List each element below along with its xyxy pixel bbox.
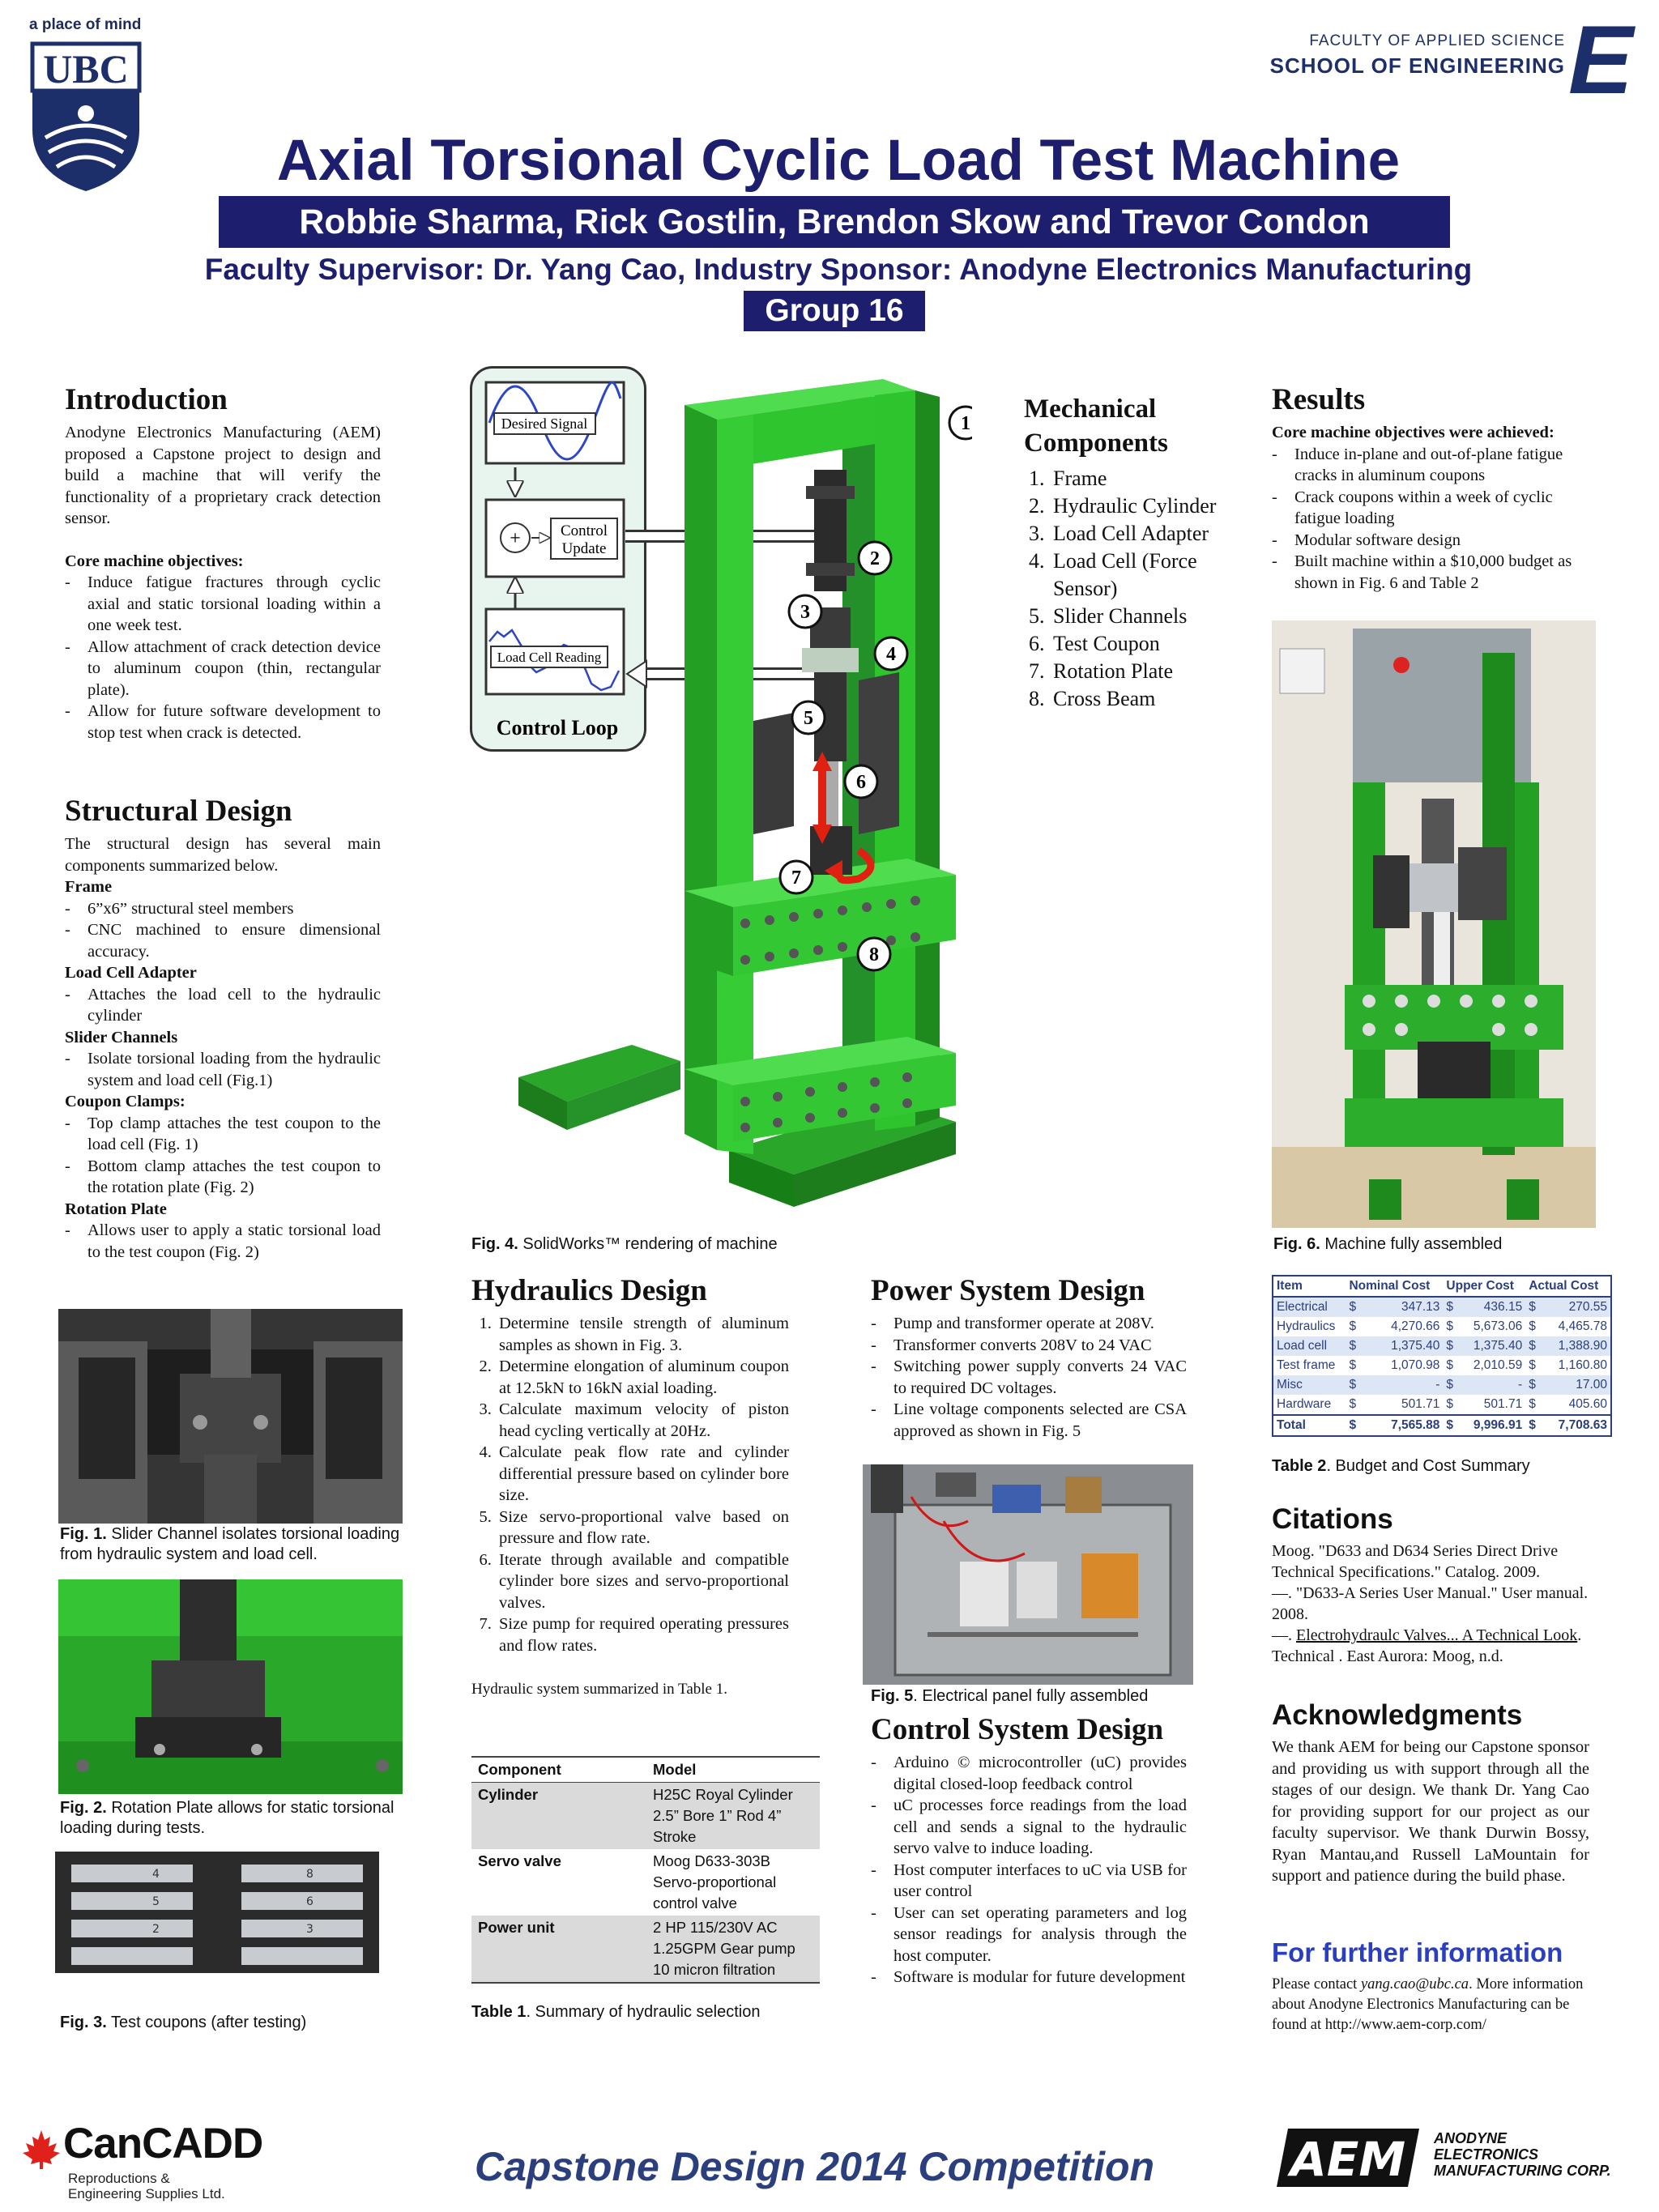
coupon-mark: 4 — [152, 1868, 160, 1881]
currency-symbol: $ — [1529, 1300, 1536, 1314]
aem-line-2: ELECTRONICS — [1434, 2146, 1539, 2163]
control-update-label-2: Update — [561, 540, 607, 557]
engineering-logo: E — [1568, 6, 1634, 114]
table1-header: Component — [478, 1761, 561, 1778]
control-system-heading: Control System Design — [871, 1713, 1164, 1746]
objective-item: - Allow attachment of crack detection device to aluminum coupon (thin, rectangular plate). — [65, 637, 381, 701]
citation-1: Moog. "D633 and D634 Series Direct Drive Technical Specifications." Catalog. 2009. — [1272, 1542, 1559, 1581]
table2-item: Load cell — [1277, 1339, 1328, 1353]
table1-model-line: control valve — [653, 1894, 737, 1912]
results-item: - Crack coupons within a week of cyclic fatigue loading — [1272, 487, 1592, 530]
currency-symbol: $ — [1529, 1339, 1536, 1353]
table1-model-line: Moog D633-303B — [653, 1852, 771, 1869]
currency-symbol: $ — [1349, 1378, 1357, 1392]
group-title-load-cell-adapter: Load Cell Adapter — [65, 964, 197, 982]
group-title-rotation-plate: Rotation Plate — [65, 1200, 167, 1218]
further-text-1: Please contact — [1272, 1976, 1361, 1993]
table-row — [1273, 1297, 1611, 1317]
fig2-caption-label: Fig. 2. — [60, 1799, 107, 1817]
objective-item: - Induce fatigue fractures through cyclic axial and static torsional loading within a one week test. — [65, 572, 381, 637]
table2-nominal: 1,375.40 — [1391, 1339, 1440, 1353]
cancadd-sub — [68, 2171, 225, 2201]
currency-symbol: $ — [1529, 1378, 1536, 1392]
citation-3-suffix: . Technical . East Aurora: Moog, n.d. — [1272, 1626, 1582, 1665]
table2-nominal: 4,270.66 — [1391, 1319, 1440, 1333]
coupon-mark: 8 — [306, 1868, 313, 1881]
results-item: - Built machine within a $10,000 budget as shown in Fig. 6 and Table 2 — [1272, 551, 1592, 594]
table2-header: Actual Cost — [1529, 1279, 1599, 1293]
control-item: - Host computer interfaces to uC via USB for user control — [871, 1860, 1187, 1903]
power-section — [871, 1273, 1187, 1442]
table2-upper: - — [1518, 1378, 1523, 1392]
hydraulics-section — [471, 1273, 789, 1698]
table2-item: Hardware — [1277, 1397, 1332, 1411]
faculty-label: FACULTY OF APPLIED SCIENCE — [1309, 32, 1565, 49]
table-row — [471, 1783, 820, 1850]
table2-caption-label: Table 2 — [1272, 1457, 1327, 1475]
table2-header: Item — [1277, 1279, 1303, 1293]
hydraulics-heading: Hydraulics Design — [471, 1274, 707, 1307]
aem-line-1: ANODYNE — [1434, 2130, 1508, 2146]
table2-actual: 7,708.63 — [1558, 1418, 1607, 1432]
fig1-caption-label: Fig. 1. — [60, 1525, 107, 1543]
aem-logo-text: AEM — [1290, 2132, 1406, 2187]
fig6-caption-text: Machine fully assembled — [1320, 1235, 1503, 1253]
table1 — [471, 1756, 820, 1984]
objective-item: - Allow for future software development to stop test when crack is detected. — [65, 701, 381, 744]
citation-3 — [1272, 1625, 1592, 1667]
structural-item: - Attaches the load cell to the hydraulic cylinder — [65, 984, 381, 1027]
currency-symbol: $ — [1446, 1358, 1454, 1372]
group-title-coupon-clamps: Coupon Clamps: — [65, 1093, 186, 1110]
table1-model-line: 10 micron filtration — [653, 1961, 776, 1978]
table2-nominal: 1,070.98 — [1391, 1358, 1440, 1372]
power-heading: Power System Design — [871, 1274, 1145, 1307]
currency-symbol: $ — [1349, 1358, 1357, 1372]
fig6-caption — [1273, 1234, 1502, 1255]
table2-actual: 270.55 — [1568, 1300, 1607, 1314]
callout-1: 1 — [961, 413, 970, 434]
control-item: - User can set operating parameters and log sensor readings for analysis through the host computer. — [871, 1903, 1187, 1967]
fig2-caption — [60, 1798, 408, 1839]
mechanical-item: 1. Frame — [1050, 465, 1259, 492]
results-heading: Results — [1272, 383, 1366, 416]
table1-component: Servo valve — [478, 1852, 561, 1869]
callout-8: 8 — [869, 944, 879, 965]
table-row — [471, 1916, 820, 1983]
supervisor-line: Faculty Supervisor: Dr. Yang Cao, Industry Sponsor: Anodyne Electronics Manufacturing — [204, 253, 1473, 286]
cancadd-logo — [21, 2122, 280, 2203]
structural-item: - 6”x6” structural steel members — [65, 898, 381, 920]
table2-nominal: 501.71 — [1401, 1397, 1440, 1411]
introduction-heading: Introduction — [65, 383, 228, 416]
fig4-caption-label: Fig. 4. — [471, 1235, 518, 1253]
structural-item: - CNC machined to ensure dimensional accuracy. — [65, 919, 381, 962]
currency-symbol: $ — [1446, 1397, 1454, 1411]
coupon-mark: 5 — [152, 1895, 160, 1908]
mechanical-heading-1: Mechanical — [1024, 394, 1157, 424]
callout-6: 6 — [856, 772, 866, 793]
hydraulics-step: 1. Determine tensile strength of aluminum samples as shown in Fig. 3. — [496, 1313, 789, 1356]
table1-component: Cylinder — [478, 1786, 539, 1803]
callout-2: 2 — [870, 548, 880, 569]
table1-caption-text: . Summary of hydraulic selection — [526, 2003, 761, 2021]
table1-header: Model — [653, 1761, 697, 1778]
table-row — [471, 1849, 820, 1916]
fig1-caption-text: Slider Channel isolates torsional loading from hydraulic system and load cell. — [60, 1525, 400, 1563]
control-update-label-1: Control — [560, 522, 608, 539]
table2-nominal: 347.13 — [1401, 1300, 1440, 1314]
aem-logo — [1277, 2125, 1422, 2190]
currency-symbol: $ — [1349, 1339, 1357, 1353]
hydraulics-step: 7. Size pump for required operating pressures and flow rates. — [496, 1613, 789, 1656]
mechanical-item: 5. Slider Channels — [1050, 603, 1259, 630]
currency-symbol: $ — [1446, 1319, 1454, 1333]
cancadd-sub-1: Reproductions & — [68, 2171, 170, 2186]
group-title-slider-channels: Slider Channels — [65, 1028, 178, 1046]
table2-actual: 1,388.90 — [1558, 1339, 1607, 1353]
structural-intro: The structural design has several main components summarized below. — [65, 835, 381, 875]
currency-symbol: $ — [1349, 1319, 1357, 1333]
table2-nominal: - — [1435, 1378, 1440, 1392]
mechanical-item: 3. Load Cell Adapter — [1050, 520, 1259, 548]
table2-item: Electrical — [1277, 1300, 1328, 1314]
table2 — [1272, 1275, 1612, 1437]
hydraulics-step: 3. Calculate maximum velocity of piston head cycling vertically at 20Hz. — [496, 1399, 789, 1442]
citation-3-prefix: —. — [1272, 1626, 1296, 1644]
fig4-caption-text: SolidWorks™ rendering of machine — [518, 1235, 778, 1253]
fig4-caption — [471, 1234, 778, 1255]
cancadd-sub-2: Engineering Supplies Ltd. — [68, 2186, 225, 2201]
structural-item: - Allows user to apply a static torsional load to the test coupon (Fig. 2) — [65, 1220, 381, 1263]
currency-symbol: $ — [1446, 1418, 1454, 1432]
citation-3-link[interactable]: Electrohydraulc Valves... A Technical Look — [1296, 1626, 1578, 1644]
currency-symbol: $ — [1446, 1300, 1454, 1314]
callout-5: 5 — [804, 708, 813, 729]
fig6-caption-label: Fig. 6. — [1273, 1235, 1320, 1253]
currency-symbol: $ — [1529, 1418, 1536, 1432]
hydraulics-step: 2. Determine elongation of aluminum coupon at 12.5kN to 16kN axial loading. — [496, 1356, 789, 1399]
callout-4: 4 — [886, 644, 896, 665]
citation-2: —. "D633-A Series User Manual." User manual. 2008. — [1272, 1584, 1589, 1623]
summing-junction: + — [510, 528, 521, 549]
school-block — [1270, 32, 1565, 79]
results-subheading: Core machine objectives were achieved: — [1272, 424, 1555, 441]
ubc-logo-text: UBC — [43, 46, 129, 92]
table2-caption — [1272, 1456, 1530, 1477]
fig2-photo — [58, 1579, 403, 1794]
callout-3: 3 — [800, 602, 810, 623]
coupon-mark: 6 — [306, 1895, 313, 1908]
currency-symbol: $ — [1529, 1319, 1536, 1333]
citations-heading: Citations — [1272, 1503, 1393, 1535]
table2-header: Nominal Cost — [1349, 1279, 1431, 1293]
table1-model-line: 2.5” Bore 1” Rod 4” — [653, 1807, 782, 1824]
structural-item: - Bottom clamp attaches the test coupon to the rotation plate (Fig. 2) — [65, 1156, 381, 1199]
table2-header: Upper Cost — [1446, 1279, 1514, 1293]
fig1-photo — [58, 1309, 403, 1524]
fig3-caption — [60, 2013, 408, 2033]
objectives-heading: Core machine objectives: — [65, 552, 244, 570]
competition-title: Capstone Design 2014 Competition — [475, 2144, 1155, 2189]
fig5-photo — [863, 1464, 1193, 1685]
fig5-caption-label: Fig. 5 — [871, 1687, 914, 1705]
table-row — [1273, 1375, 1611, 1395]
table2-upper: 1,375.40 — [1473, 1339, 1523, 1353]
table2-upper: 9,996.91 — [1473, 1418, 1523, 1432]
structural-heading: Structural Design — [65, 795, 292, 828]
citations-section — [1272, 1503, 1592, 1667]
table1-caption-label: Table 1 — [471, 2003, 527, 2021]
structural-item: - Top clamp attaches the test coupon to the load cell (Fig. 1) — [65, 1113, 381, 1156]
hydraulics-step: 4. Calculate peak flow rate and cylinder differential pressure based on cylinder bore size. — [496, 1442, 789, 1507]
mechanical-item: 2. Hydraulic Cylinder — [1050, 492, 1259, 520]
group-label: Group 16 — [765, 293, 904, 328]
hydraulics-summary: Hydraulic system summarized in Table 1. — [471, 1681, 727, 1698]
load-cell-reading-label: Load Cell Reading — [497, 650, 602, 665]
table2-item: Total — [1277, 1418, 1306, 1432]
table1-model-line: 2 HP 115/230V AC — [653, 1919, 778, 1936]
acknowledgments-text: We thank AEM for being our Capstone sponsor and providing us with support through all the stages of our design. We thank Dr. Yang Cao for providing support for our project as our faculty supervisor. We thank Durwin Bossy, Ryan Mantau,and Russell LaMountain for support and patience during the build phase. — [1272, 1738, 1589, 1885]
table2-item: Misc — [1277, 1378, 1303, 1392]
further-info-heading: For further information — [1272, 1937, 1563, 1967]
callout-7: 7 — [791, 867, 801, 889]
table1-model-line: H25C Royal Cylinder — [653, 1786, 793, 1803]
cancadd-name: CanCADD — [63, 2120, 263, 2167]
control-item: - uC processes force readings from the load cell and sends a signal to the hydraulic servo valve to induce loading. — [871, 1795, 1187, 1860]
table-row — [1273, 1395, 1611, 1415]
acknowledgments-heading: Acknowledgments — [1272, 1699, 1523, 1731]
further-text-2: . More information about Anodyne Electronics Manufacturing can be found at http://www.aem-corp.com/ — [1272, 1976, 1584, 2033]
table2-item: Test frame — [1277, 1358, 1336, 1372]
table-row — [1273, 1336, 1611, 1356]
fig3-caption-text: Test coupons (after testing) — [106, 2014, 307, 2031]
mechanical-item: 8. Cross Beam — [1050, 685, 1259, 713]
fig1-caption — [60, 1524, 408, 1565]
control-item: - Software is modular for future development — [871, 1967, 1187, 1988]
power-item: - Switching power supply converts 24 VAC to required DC voltages. — [871, 1356, 1187, 1399]
currency-symbol: $ — [1446, 1339, 1454, 1353]
hydraulics-step: 6. Iterate through available and compatible cylinder bore sizes and servo-proportional valves. — [496, 1549, 789, 1614]
currency-symbol: $ — [1529, 1397, 1536, 1411]
control-system-section — [871, 1712, 1187, 1988]
introduction-paragraph: Anodyne Electronics Manufacturing (AEM) proposed a Capstone project to design and build a machine that will verify the functionality of a proprietary crack detection sensor. — [65, 424, 381, 527]
currency-symbol: $ — [1349, 1418, 1357, 1432]
ubc-tagline: a place of mind — [29, 16, 142, 33]
poster-title: Axial Torsional Cyclic Load Test Machine — [276, 129, 1401, 193]
table1-model-line: Stroke — [653, 1828, 697, 1845]
fig3-caption-label: Fig. 3. — [60, 2014, 107, 2031]
aem-line-3: MANUFACTURING CORP. — [1434, 2163, 1611, 2179]
maple-leaf-icon — [21, 2129, 62, 2169]
mechanical-item: 4. Load Cell (Force Sensor) — [1050, 548, 1259, 603]
results-item: - Modular software design — [1272, 530, 1592, 552]
table2-actual: 405.60 — [1568, 1397, 1607, 1411]
table1-model-line: Servo-proportional — [653, 1873, 777, 1890]
fig2-caption-text: Rotation Plate allows for static torsional loading during tests. — [60, 1799, 394, 1837]
mechanical-section — [1024, 392, 1259, 713]
desired-signal-label: Desired Signal — [501, 416, 588, 432]
further-info-section — [1272, 1937, 1589, 2035]
table2-item: Hydraulics — [1277, 1319, 1336, 1333]
mechanical-item: 6. Test Coupon — [1050, 630, 1259, 658]
structural-item: - Isolate torsional loading from the hydraulic system and load cell (Fig.1) — [65, 1048, 381, 1091]
table-row — [1273, 1356, 1611, 1375]
currency-symbol: $ — [1446, 1378, 1454, 1392]
aem-name — [1434, 2130, 1611, 2179]
coupon-mark: 2 — [152, 1923, 160, 1936]
fig6-photo — [1272, 620, 1596, 1228]
fig3-photo — [55, 1852, 379, 1973]
authors: Robbie Sharma, Rick Gostlin, Brendon Skow and Trevor Condon — [299, 202, 1370, 241]
table-row — [1273, 1415, 1611, 1436]
coupon-mark: 3 — [306, 1923, 313, 1936]
results-item: - Induce in-plane and out-of-plane fatigue cracks in aluminum coupons — [1272, 444, 1592, 487]
table2-upper: 436.15 — [1483, 1300, 1523, 1314]
table2-caption-text: . Budget and Cost Summary — [1326, 1457, 1530, 1475]
table1-caption — [471, 2002, 760, 2022]
mechanical-item: 7. Rotation Plate — [1050, 658, 1259, 685]
power-item: - Line voltage components selected are CSA approved as shown in Fig. 5 — [871, 1399, 1187, 1442]
power-item: - Pump and transformer operate at 208V. — [871, 1313, 1187, 1335]
control-item: - Arduino © microcontroller (uC) provides digital closed-loop feedback control — [871, 1752, 1187, 1795]
table2-actual: 4,465.78 — [1558, 1319, 1607, 1333]
table2-actual: 17.00 — [1576, 1378, 1607, 1392]
table-row — [1273, 1317, 1611, 1336]
fig5-caption-text: . Electrical panel fully assembled — [913, 1687, 1149, 1705]
table2-upper: 2,010.59 — [1473, 1358, 1523, 1372]
table1-component: Power unit — [478, 1919, 555, 1936]
school-label: SCHOOL OF ENGINEERING — [1269, 53, 1565, 78]
acknowledgments-section — [1272, 1699, 1589, 1887]
table2-actual: 1,160.80 — [1558, 1358, 1607, 1372]
contact-email[interactable]: yang.cao@ubc.ca — [1360, 1976, 1469, 1993]
results-section — [1272, 382, 1592, 594]
mechanical-heading-2: Components — [1024, 428, 1168, 458]
currency-symbol: $ — [1349, 1397, 1357, 1411]
table1-model-line: 1.25GPM Gear pump — [653, 1940, 795, 1957]
table2-nominal: 7,565.88 — [1391, 1418, 1440, 1432]
currency-symbol: $ — [1349, 1300, 1357, 1314]
table2-upper: 501.71 — [1483, 1397, 1523, 1411]
control-loop-title: Control Loop — [496, 716, 619, 739]
currency-symbol: $ — [1529, 1358, 1536, 1372]
table2-upper: 5,673.06 — [1473, 1319, 1523, 1333]
group-title-frame: Frame — [65, 878, 113, 896]
power-item: - Transformer converts 208V to 24 VAC — [871, 1335, 1187, 1357]
fig5-caption — [871, 1686, 1148, 1707]
hydraulics-step: 5. Size servo-proportional valve based on pressure and flow rate. — [496, 1507, 789, 1549]
